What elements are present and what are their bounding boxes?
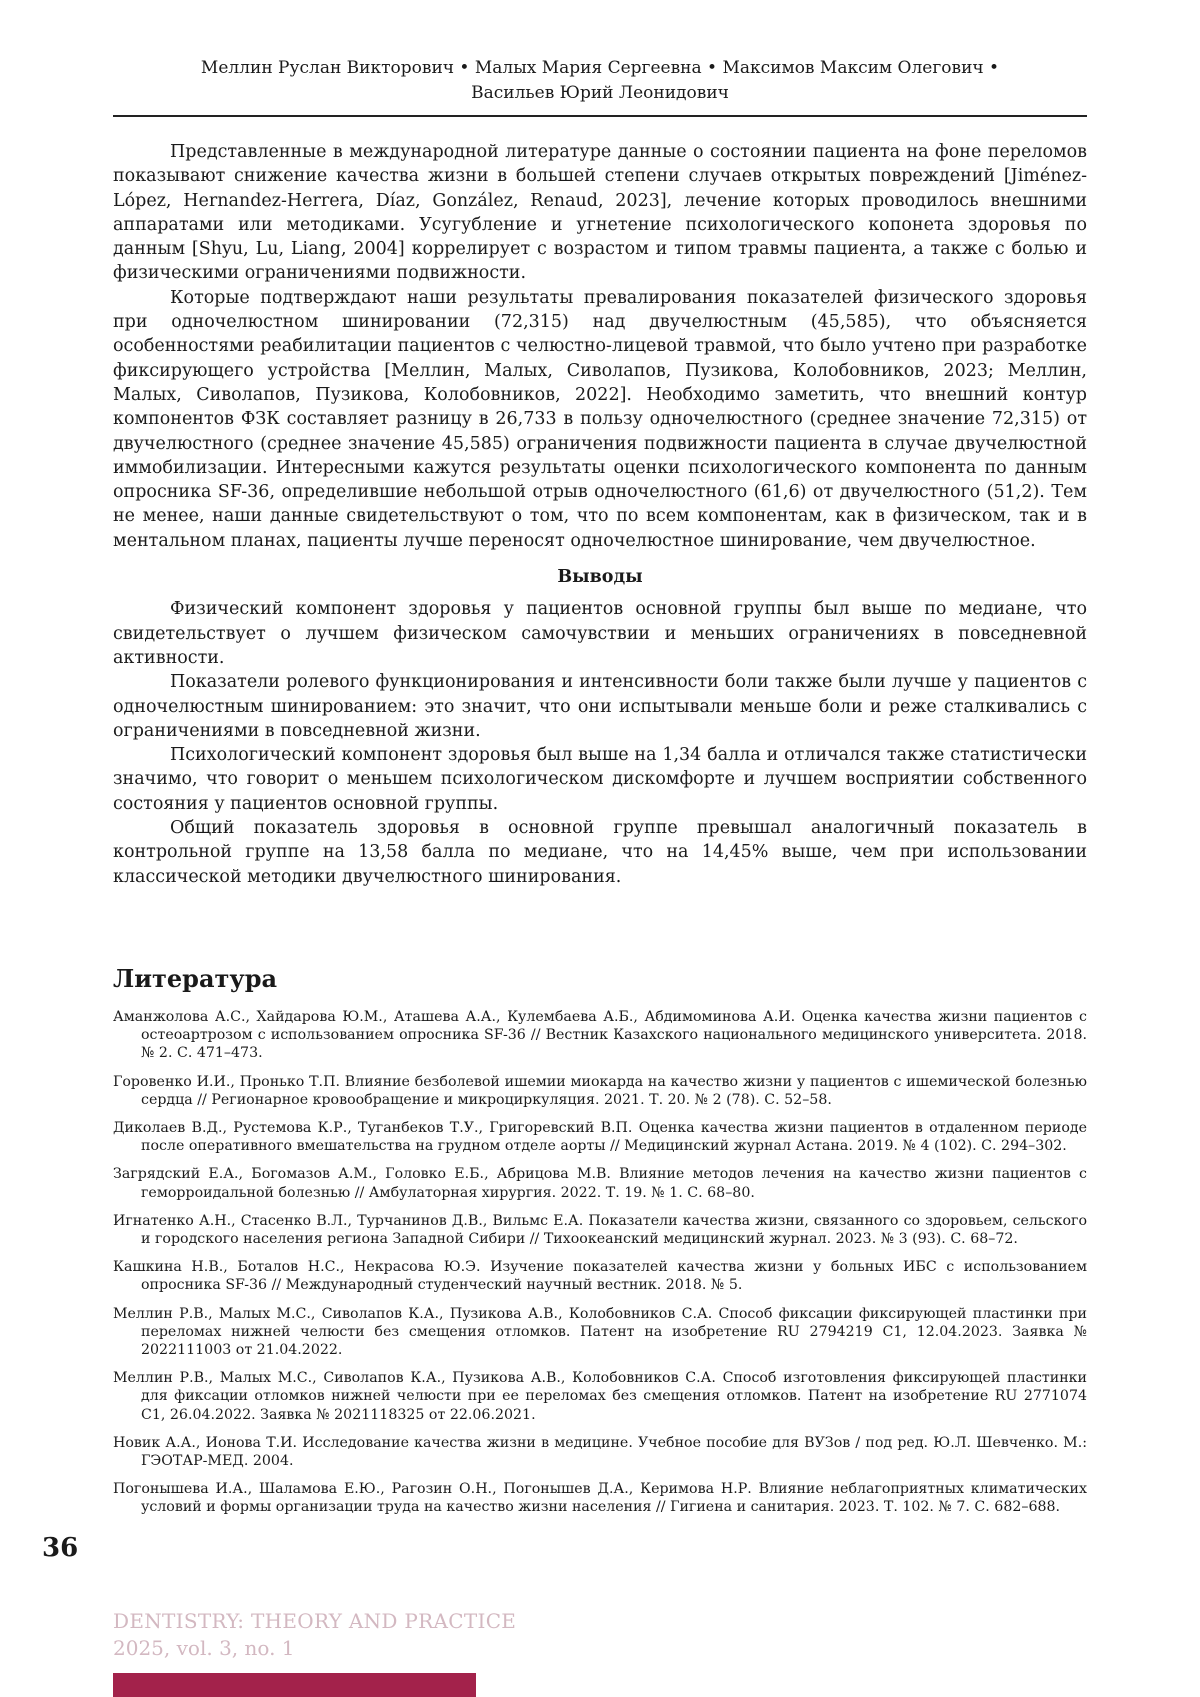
body-paragraph: Представленные в международной литературе данные о состоянии пациента на фоне переломов показывают снижение качества жизни в большей степени случаев открытых повреждений [Jiménez-López, Hernandez-Herrera, Díaz, González, Renaud, 2023], лечение которых проводилось внешними аппаратами или методиками. Усугубление и угнетение психологического копонета здоровья по данным [Shyu, Lu, Liang, 2004] коррелирует с возрастом и типом травмы пациента, а также с болью и физическими ограничениями подвижности. [113, 142, 1087, 284]
article-body [113, 140, 1087, 889]
conclusion-paragraph: Показатели ролевого функционирования и интенсивности боли также были лучше у пациентов с одночелюстным шинированием: это значит, что они испытывали меньше боли и реже сталкивались с ограничениями в повседневной жизни. [113, 672, 1087, 741]
reference-item: Загрядский Е.А., Богомазов А.М., Головко Е.Б., Абрицова М.В. Влияние методов лечения на качество жизни пациентов с геморроидальной болезнью // Амбулаторная хирургия. 2022. Т. 19. № 1. С. 68–80. [113, 1166, 1087, 1201]
reference-item: Меллин Р.В., Малых М.С., Сиволапов К.А., Пузикова А.В., Колобовников С.А. Способ фиксации фиксирующей пластинки при переломах нижней челюсти без смещения отломков. Патент на изобретение RU 2794219 C1, 12.04.2023. Заявка № 2022111003 от 21.04.2022. [113, 1305, 1087, 1359]
header-divider [113, 115, 1087, 117]
reference-item: Меллин Р.В., Малых М.С., Сиволапов К.А., Пузикова А.В., Колобовников С.А. Способ изготовления фиксирующей пластинки для фиксации отломков нижней челюсти при ее переломах без смещения отломков. Патент на изобретение RU 2771074 C1, 26.04.2022. Заявка № 2021118325 от 22.06.2021. [113, 1370, 1087, 1423]
conclusion-paragraph: Психологический компонент здоровья был выше на 1,34 балла и отличался также статистически значимо, что говорит о меньшем психологическом дискомфорте и лучшем восприятии собственного состояния у пациентов основной группы. [113, 745, 1087, 814]
reference-item: Игнатенко А.Н., Стасенко В.Л., Турчанинов Д.В., Вильмс Е.А. Показатели качества жизни, связанного со здоровьем, сельского и городского населения региона Западной Сибири // Тихоокеанский медицинский журнал. 2023. № 3 (93). С. 68–72. [113, 1212, 1087, 1248]
reference-item: Новик А.А., Ионова Т.И. Исследование качества жизни в медицине. Учебное пособие для ВУЗов / под ред. Ю.Л. Шевченко. М.: ГЭОТАР-МЕД. 2004. [113, 1434, 1087, 1470]
footer-accent-bar [113, 1673, 476, 1697]
body-paragraph: Которые подтверждают наши результаты превалирования показателей физического здоровья при одночелюстном шинировании (72,315) над двучелюстным (45,585), что объясняется особенностями реабилитации пациентов с челюстно-лицевой травмой, что было учтено при разработке фиксирующего устройства [Меллин, Малых, Сиволапов, Пузикова, Колобовников, 2023; Меллин, Малых, Сиволапов, Пузикова, Колобовников, 2022]. Необходимо заметить, что внешний контур компонентов ФЗК составляет разницу в 26,733 в пользу одночелюстного (среднее значение 72,315) от двучелюстного (среднее значение 45,585) ограничения подвижности пациента в случае двучелюстной иммобилизации. Интересными кажутся результаты оценки психологического компонента по данным опросника SF-36, определившие небольшой отрыв одночелюстного (61,6) от двучелюстного (51,2). Тем не менее, наши данные свидетельствуют о том, что по всем компонентам, как в физическом, так и в ментальном планах, пациенты лучше переносят одночелюстное шинирование, чем двучелюстное. [113, 287, 1087, 551]
reference-item: Аманжолова А.С., Хайдарова Ю.М., Аташева А.А., Кулембаева А.Б., Абдимоминова А.И. Оценка качества жизни пациентов с остеоартрозом с использованием опросника SF-36 // Вестник Казахского национального медицинского университета. 2018. № 2. С. 471–473. [113, 1009, 1087, 1062]
journal-name: DENTISTRY: THEORY AND PRACTICE [113, 1609, 517, 1633]
page-number: 36 [42, 1533, 79, 1563]
conclusion-paragraph: Физический компонент здоровья у пациентов основной группы был выше по медиане, что свидетельствует о лучшем физическом самочувствии и меньших ограничениях в повседневной активности. [113, 599, 1087, 668]
header-authors-line-1: Меллин Руслан Викторович • Малых Мария Сергеевна • Максимов Максим Олегович • [200, 58, 1000, 78]
reference-item: Кашкина Н.В., Боталов Н.С., Некрасова Ю.Э. Изучение показателей качества жизни у больных ИБС с использованием опросника SF-36 // Международный студенческий научный вестник. 2018. № 5. [113, 1259, 1087, 1294]
conclusion-paragraph: Общий показатель здоровья в основной группе превышал аналогичный показатель в контрольной группе на 13,58 балла по медиане, что на 14,45% выше, чем при использовании классической методики двучелюстного шинирования. [113, 818, 1087, 887]
reference-item: Горовенко И.И., Пронько Т.П. Влияние безболевой ишемии миокарда на качество жизни у пациентов с ишемической болезнью сердца // Регионарное кровообращение и микроциркуляция. 2021. Т. 20. № 2 (78). С. 52–58. [113, 1073, 1087, 1108]
reference-item: Диколаев В.Д., Рустемова К.Р., Туганбеков Т.У., Григоревский В.П. Оценка качества жизни пациентов в отдаленном периоде после оперативного вмешательства на грудном отделе аорты // Медицинский журнал Астана. 2019. № 4 (102). С. 294–302. [113, 1120, 1087, 1155]
literature-heading: Литература [113, 964, 278, 993]
running-header [113, 56, 1087, 106]
reference-item: Погонышева И.А., Шаламова Е.Ю., Рагозин О.Н., Погонышев Д.А., Керимова Н.Р. Влияние неблагоприятных климатических условий и формы организации труда на качество жизни населения // Гигиена и санитария. 2023. Т. 102. № 7. С. 682–688. [113, 1481, 1087, 1516]
journal-issue: 2025, vol. 3, no. 1 [113, 1636, 295, 1660]
reference-list [113, 1008, 1087, 1527]
header-authors-line-2: Васильев Юрий Леонидович [471, 83, 729, 103]
conclusions-heading: Выводы [557, 567, 643, 588]
